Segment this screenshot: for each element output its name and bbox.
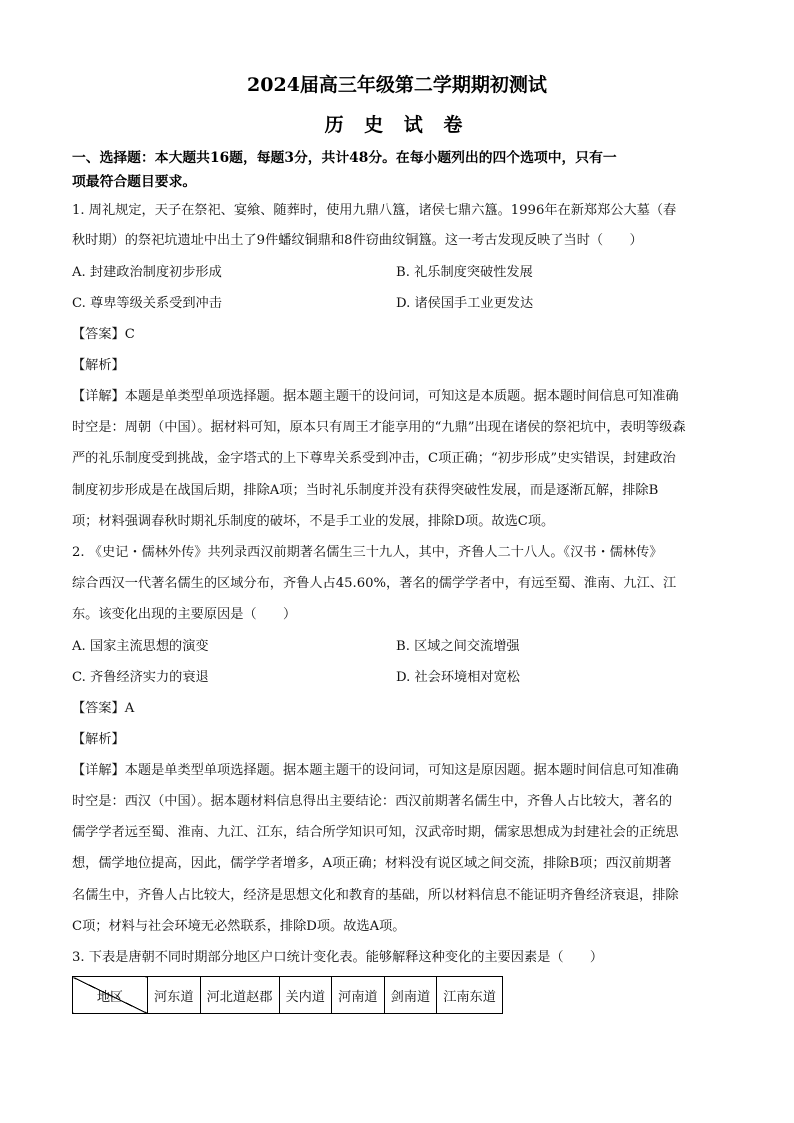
table-header-cell: 地区 xyxy=(73,977,148,1014)
section-instruction-line-2: 项最符合题目要求。 xyxy=(72,174,197,190)
table-header-cell: 剑南道 xyxy=(384,977,437,1014)
table-header-cell: 河南道 xyxy=(332,977,385,1014)
q2-detail-line-4: 想，儒学地位提高，因此，儒学学者增多，A项正确；材料没有说区域之间交流，排除B项；西汉前期著 xyxy=(72,856,672,871)
q1-detail-line-3: 严的礼乐制度受到挑战，金字塔式的上下尊卑关系受到冲击，C项正确；“初步形成”史实错误，封建政治 xyxy=(72,451,676,466)
q2-detail-line-3: 儒学学者远至蜀、淮南、九江、江东，结合所学知识可知，汉武帝时期，儒家思想成为封建社会的正统思 xyxy=(72,825,679,840)
q1-option-a: A. 封建政治制度初步形成 xyxy=(72,265,222,280)
q1-option-d: D. 诸侯国手工业更发达 xyxy=(396,296,534,311)
table-header-cell: 江南东道 xyxy=(437,977,503,1014)
q2-analysis-label: 【解析】 xyxy=(72,732,125,747)
section-instruction-line-1: 一、选择题：本大题共16题，每题3分，共计48分。在每小题列出的四个选项中，只有一 xyxy=(72,150,617,166)
q2-option-d: D. 社会环境相对宽松 xyxy=(396,670,520,685)
q2-option-b: B. 区域之间交流增强 xyxy=(396,639,520,654)
q1-answer: 【答案】C xyxy=(72,327,135,342)
q2-option-a: A. 国家主流思想的演变 xyxy=(72,639,209,654)
q1-analysis-label: 【解析】 xyxy=(72,358,125,373)
q1-stem-line-2: 秋时期）的祭祀坑遗址中出土了9件蟠纹铜鼎和8件窃曲纹铜簋。这一考古发现反映了当时（ ） xyxy=(72,233,643,248)
q2-option-c: C. 齐鲁经济实力的衰退 xyxy=(72,670,209,685)
q1-detail-line-1: 【详解】本题是单类型单项选择题。据本题主题干的设问词，可知这是本质题。据本题时间信息可知准确 xyxy=(72,389,679,404)
q1-detail-line-2: 时空是：周朝（中国）。据材料可知，原本只有周王才能享用的“九鼎”出现在诸侯的祭祀坑中，表明等级森 xyxy=(72,420,686,435)
q3-stem: 3. 下表是唐朝不同时期部分地区户口统计变化表。能够解释这种变化的主要因素是（ ） xyxy=(72,950,604,965)
q2-detail-line-2: 时空是：西汉（中国）。据本题材料信息得出主要结论：西汉前期著名儒生中，齐鲁人占比较大，著名的 xyxy=(72,794,673,809)
table-header-cell: 河东道 xyxy=(148,977,201,1014)
table-header-cell: 河北道赵郡 xyxy=(200,977,279,1014)
q1-option-b: B. 礼乐制度突破性发展 xyxy=(396,265,533,280)
q2-detail-line-6: C项；材料与社会环境无必然联系，排除D项。故选A项。 xyxy=(72,919,406,934)
q1-option-c: C. 尊卑等级关系受到冲击 xyxy=(72,296,222,311)
q2-answer: 【答案】A xyxy=(72,701,135,716)
q2-stem-line-2: 综合西汉一代著名儒生的区域分布，齐鲁人占45.60%，著名的儒学学者中，有远至蜀、淮南、九江、江 xyxy=(72,576,677,591)
table-header-cell: 关内道 xyxy=(279,977,332,1014)
exam-subject: 历 史 试 卷 xyxy=(324,114,470,136)
q2-detail-line-1: 【详解】本题是单类型单项选择题。据本题主题干的设问词，可知这是原因题。据本题时间信息可知准确 xyxy=(72,763,679,778)
exam-title: 2024届高三年级第二学期期初测试 xyxy=(247,74,547,96)
q2-stem-line-3: 东。该变化出现的主要原因是（ ） xyxy=(72,607,297,622)
q1-detail-line-4: 制度初步形成是在战国后期，排除A项；当时礼乐制度并没有获得突破性发展，而是逐渐瓦解，排除B xyxy=(72,483,659,498)
q1-detail-line-5: 项；材料强调春秋时期礼乐制度的破坏，不是手工业的发展，排除D项。故选C项。 xyxy=(72,514,555,529)
table-header-row xyxy=(73,977,503,1014)
q2-detail-line-5: 名儒生中，齐鲁人占比较大，经济是思想文化和教育的基础，所以材料信息不能证明齐鲁经济衰退，排除 xyxy=(72,888,679,903)
q2-stem-line-1: 2. 《史记・儒林外传》共列录西汉前期著名儒生三十九人，其中，齐鲁人二十八人。《汉书・儒林传》 xyxy=(72,545,663,560)
q1-stem-line-1: 1. 周礼规定，天子在祭祀、宴飨、随葬时，使用九鼎八簋，诸侯七鼎六簋。1996年在新郑郑公大墓（春 xyxy=(72,203,677,218)
household-statistics-table xyxy=(72,976,503,1014)
